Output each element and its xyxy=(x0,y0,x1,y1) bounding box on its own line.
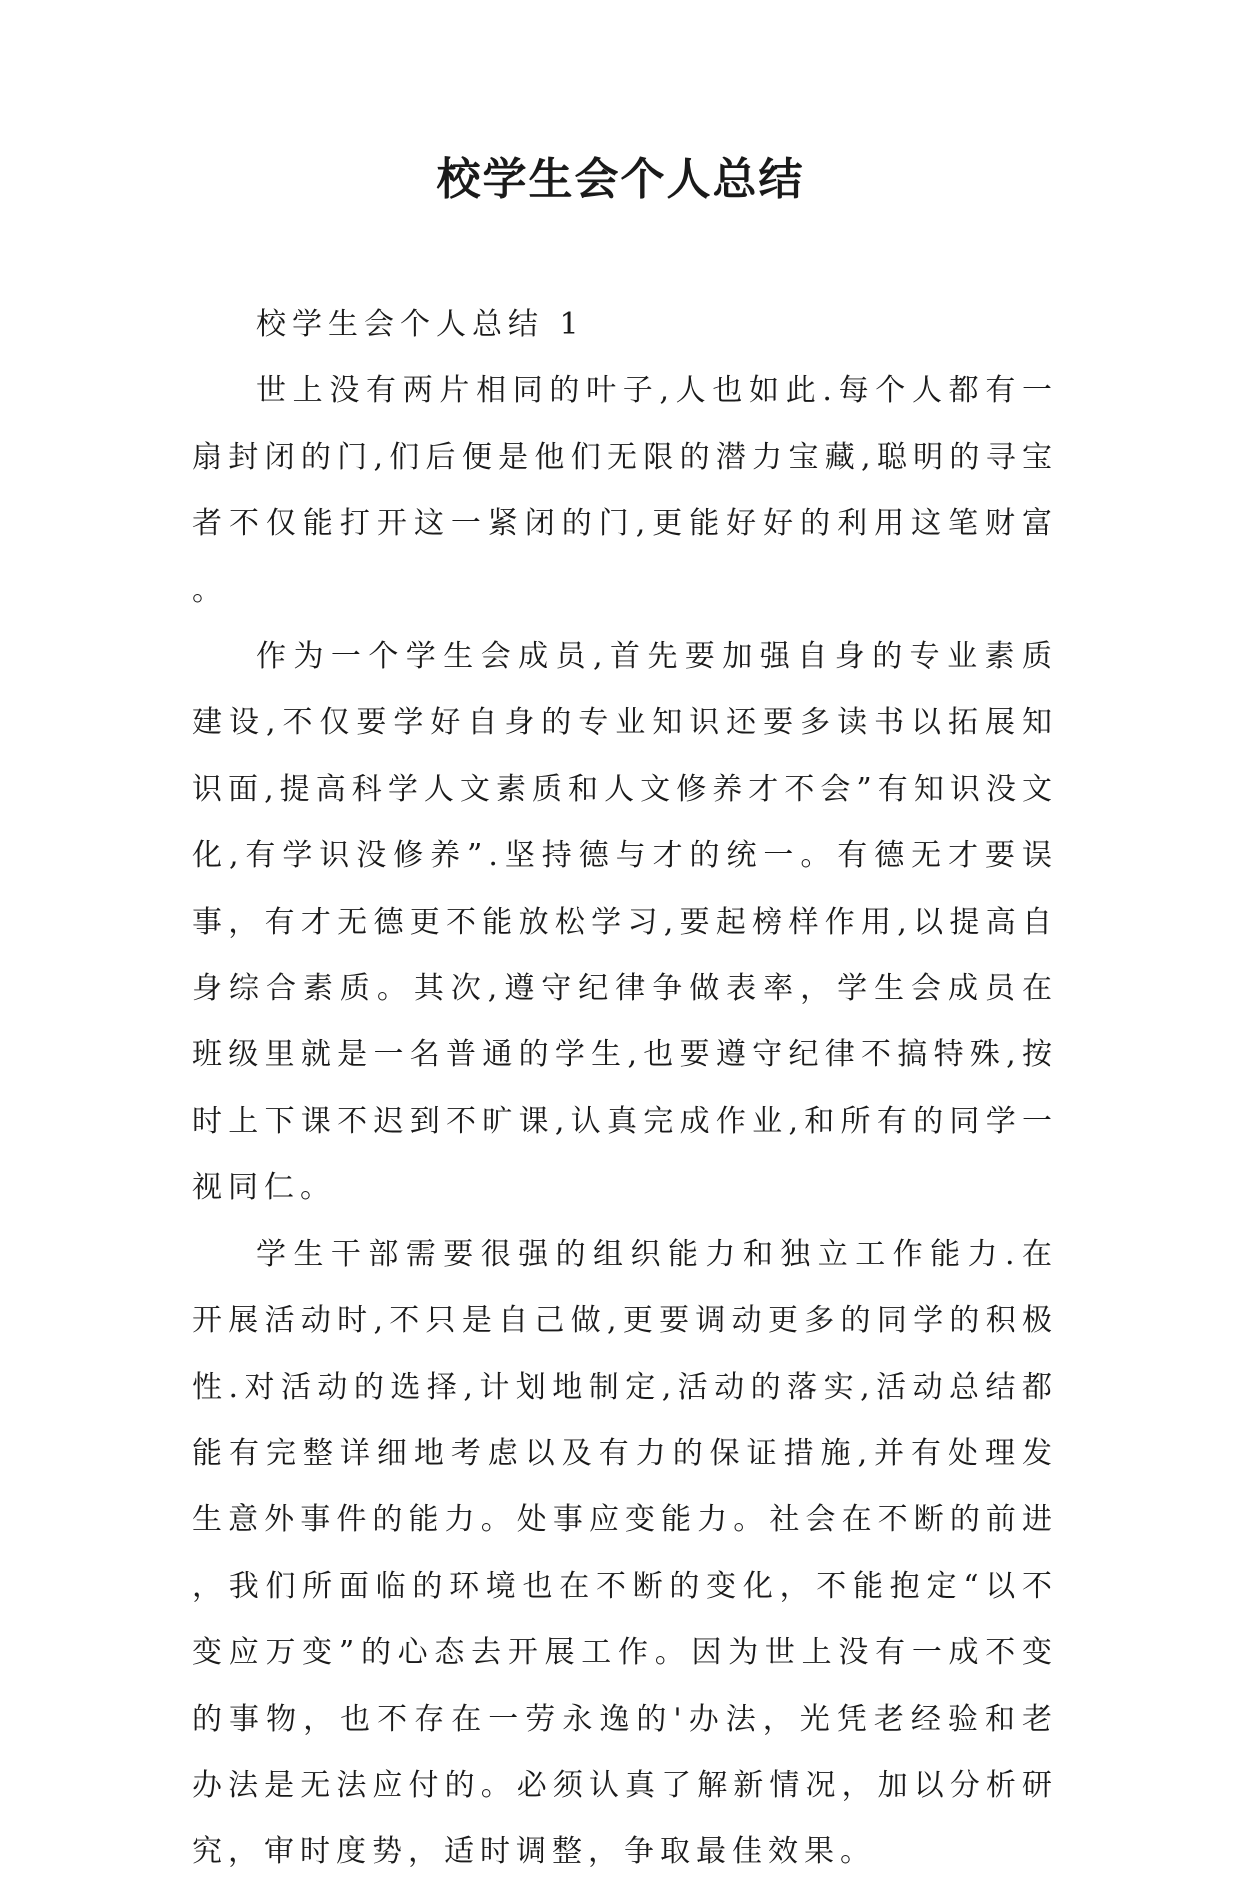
document-body xyxy=(192,292,1058,1886)
section-heading: 校学生会个人总结 1 xyxy=(256,307,585,342)
paragraph-3: 学生干部需要很强的组织能力和独立工作能力.在开展活动时,不只是自己做,更要调动更多的同学的积极性.对活动的选择,计划地制定,活动的落实,活动总结都能有完整详细地考虑以及有力的保证措施,并有处理发生意外事件的能力。处事应变能力。社会在不断的前进，我们所面临的环境也在不断的变化，不能抱定“以不变应万变”的心态去开展工作。因为世上没有一成不变的事物，也不存在一劳永逸的'办法，光凭老经验和老办法是无法应付的。必须认真了解新情况，加以分析研究，审时度势，适时调整，争取最佳效果。 xyxy=(192,1236,1058,1870)
document-title: 校学生会个人总结 xyxy=(436,154,805,205)
paragraph-2: 作为一个学生会成员,首先要加强自身的专业素质建设,不仅要学好自身的专业知识还要多读书以拓展知识面,提高科学人文素质和人文修养才不会”有知识没文化,有学识没修养”.坚持德与才的统一。有德无才要误事，有才无德更不能放松学习,要起榜样作用,以提高自身综合素质。其次,遵守纪律争做表率，学生会成员在班级里就是一名普通的学生,也要遵守纪律不搞特殊,按时上下课不迟到不旷课,认真完成作业,和所有的同学一视同仁。 xyxy=(192,639,1058,1206)
paragraph-1: 世上没有两片相同的叶子,人也如此.每个人都有一扇封闭的门,们后便是他们无限的潜力宝藏,聪明的寻宝者不仅能打开这一紧闭的门,更能好好的利用这笔财富。 xyxy=(192,373,1058,608)
